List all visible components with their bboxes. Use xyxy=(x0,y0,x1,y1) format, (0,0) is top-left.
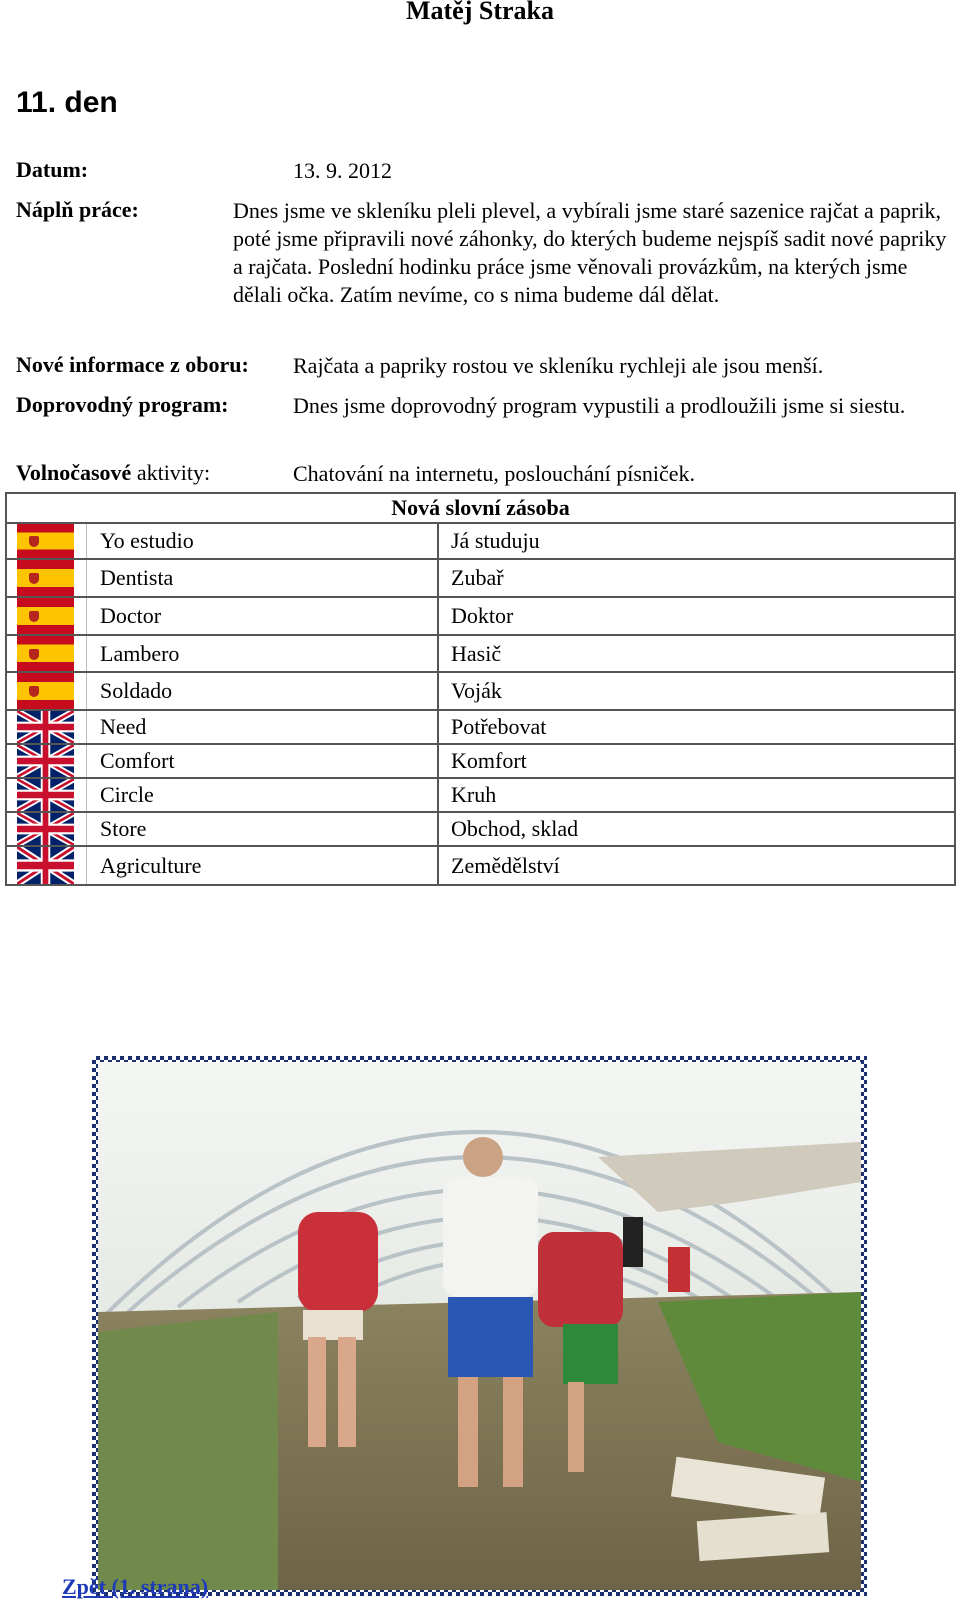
flag-column-divider xyxy=(86,745,87,777)
uk-flag-icon xyxy=(17,813,74,845)
info-value: Rajčata a papriky rostou ve skleníku rychleji ale jsou menší. xyxy=(293,353,824,378)
flag-column-divider xyxy=(86,779,87,811)
free-time-label xyxy=(16,460,210,486)
spain-flag-icon xyxy=(17,560,74,596)
vocab-word: Dentista xyxy=(100,565,174,590)
vocab-word: Need xyxy=(100,714,147,739)
program-value: Dnes jsme doprovodný program vypustili a prodloužili jsme si siestu. xyxy=(293,393,906,418)
spain-flag-icon xyxy=(17,524,74,558)
uk-flag-icon xyxy=(17,711,74,743)
vocab-word: Yo estudio xyxy=(100,528,194,553)
work-label: Náplň práce: xyxy=(16,197,139,222)
vocab-translation: Voják xyxy=(451,678,502,703)
flag-column-divider xyxy=(86,524,87,558)
column-divider xyxy=(437,524,439,558)
vocab-row xyxy=(7,811,954,845)
vocab-row xyxy=(7,596,954,634)
column-divider xyxy=(437,673,439,709)
flag-column-divider xyxy=(86,673,87,709)
vocab-translation: Já studuju xyxy=(451,528,540,553)
vocab-row xyxy=(7,845,954,884)
column-divider xyxy=(437,636,439,671)
program-label: Doprovodný program: xyxy=(16,392,229,417)
page-title: 11. den xyxy=(16,86,118,119)
column-divider xyxy=(437,598,439,634)
flag-column-divider xyxy=(86,813,87,845)
vocab-word: Lambero xyxy=(100,641,180,666)
author-name: Matěj Straka xyxy=(405,0,554,25)
vocab-word: Doctor xyxy=(100,603,162,628)
spain-flag-icon xyxy=(17,673,74,709)
vocab-translation: Hasič xyxy=(451,641,502,666)
flag-column-divider xyxy=(86,598,87,634)
vocab-translation: Zemědělství xyxy=(451,853,560,878)
vocab-translation: Obchod, sklad xyxy=(451,816,579,841)
vocab-row xyxy=(7,634,954,671)
vocab-row xyxy=(7,671,954,709)
vocab-row xyxy=(7,709,954,743)
column-divider xyxy=(437,711,439,743)
free-time-label-tail: aktivity: xyxy=(131,460,211,485)
vocab-row xyxy=(7,743,954,777)
date-value: 13. 9. 2012 xyxy=(293,158,392,183)
uk-flag-icon xyxy=(17,847,74,884)
vocab-word: Soldado xyxy=(100,678,173,703)
spain-flag-icon xyxy=(17,598,74,634)
vocab-word: Comfort xyxy=(100,748,175,773)
vocab-translation: Zubař xyxy=(451,565,504,590)
vocab-translation: Kruh xyxy=(451,782,497,807)
vocab-translation: Komfort xyxy=(451,748,527,773)
flag-column-divider xyxy=(86,636,87,671)
uk-flag-icon xyxy=(17,779,74,811)
date-label: Datum: xyxy=(16,157,89,182)
vocab-translation: Potřebovat xyxy=(451,714,547,739)
vocab-word: Circle xyxy=(100,782,154,807)
info-label: Nové informace z oboru: xyxy=(16,352,249,377)
flag-column-divider xyxy=(86,711,87,743)
vocab-row xyxy=(7,522,954,558)
column-divider xyxy=(437,779,439,811)
photo-frame xyxy=(92,1056,867,1596)
vocabulary-title: Nová slovní zásoba xyxy=(391,495,570,520)
column-divider xyxy=(437,813,439,845)
column-divider xyxy=(437,847,439,884)
vocab-word: Store xyxy=(100,816,147,841)
work-description: Dnes jsme ve skleníku pleli plevel, a vybírali jsme staré sazenice rajčat a paprik, poté jsme připravili nové záhonky, do kterých budeme nejspíš sadit nové papriky a rajčata. Poslední hodinku práce jsme věnovali provázkům, na kterých jsme dělali očka. Zatím nevíme, co s nima budeme dál dělat. xyxy=(233,198,947,307)
column-divider xyxy=(437,745,439,777)
column-divider xyxy=(437,560,439,596)
flag-column-divider xyxy=(86,847,87,884)
free-time-label-bold: Volnočasové xyxy=(16,460,132,485)
flag-column-divider xyxy=(86,560,87,596)
vocab-translation: Doktor xyxy=(451,603,514,628)
back-link[interactable]: Zpět (1. strana) xyxy=(62,1574,209,1599)
spain-flag-icon xyxy=(17,636,74,671)
vocab-word: Agriculture xyxy=(100,853,202,878)
uk-flag-icon xyxy=(17,745,74,777)
free-time-value: Chatování na internetu, poslouchání písniček. xyxy=(293,461,696,486)
vocab-row xyxy=(7,558,954,596)
greenhouse-photo xyxy=(98,1062,861,1590)
vocabulary-table xyxy=(5,492,956,886)
vocab-row xyxy=(7,777,954,811)
